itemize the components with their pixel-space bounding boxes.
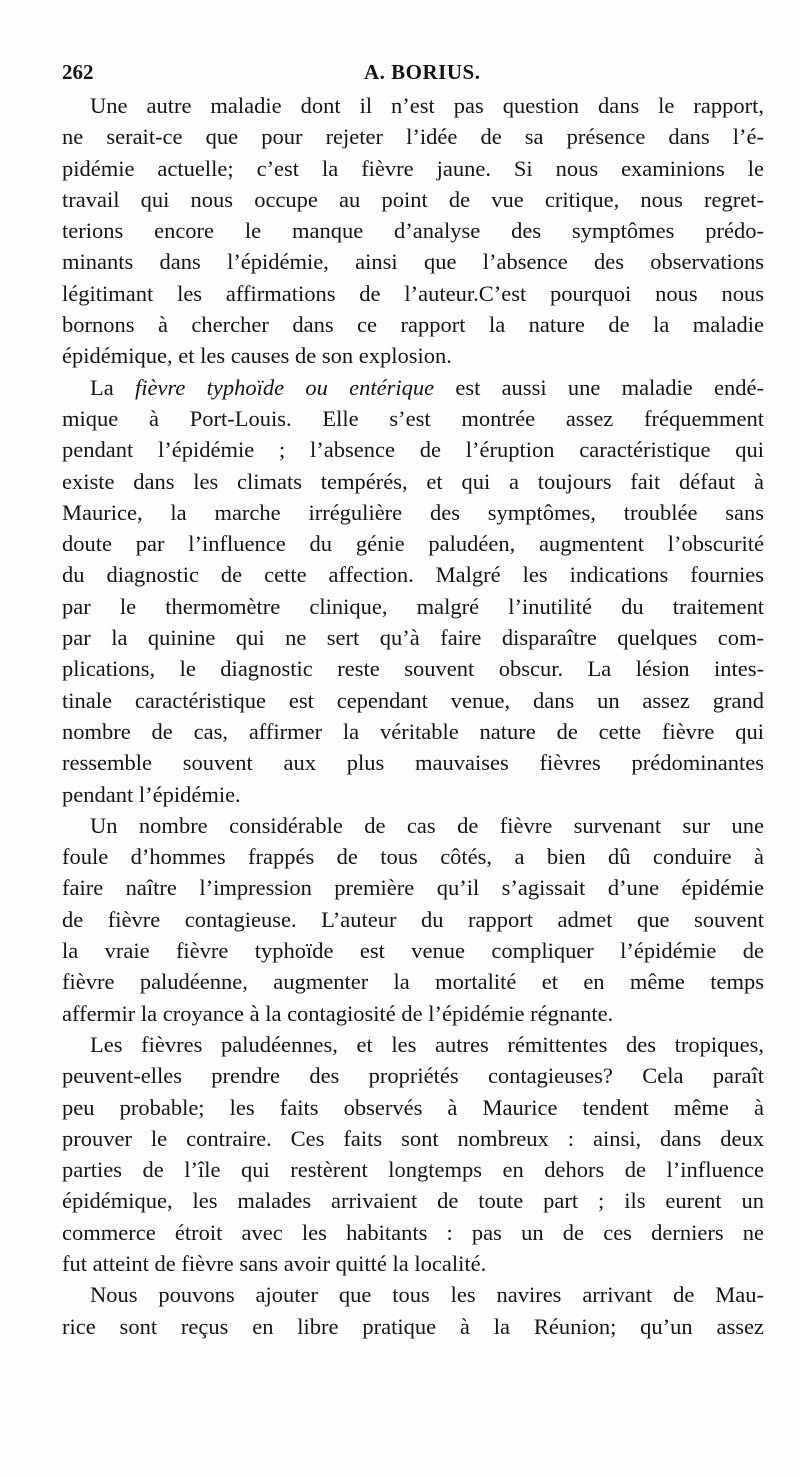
text-line: la vraie fièvre typhoïde est venue compliquer l’épidémie de — [62, 938, 764, 964]
text-line: terions encore le manque d’analyse des symptômes prédo- — [62, 218, 764, 244]
text-line: existe dans les climats tempérés, et qui a toujours fait défaut à — [62, 468, 764, 494]
text-line: doute par l’influence du génie paludéen, augmentent l’obscurité — [62, 531, 764, 557]
text-line: du diagnostic de cette affection. Malgré les indications fournies — [62, 562, 764, 588]
text-line: rice sont reçus en libre pratique à la Réunion; qu’un assez — [62, 1313, 764, 1339]
text-line: faire naître l’impression première qu’il s’agissait d’une épidémie — [62, 875, 764, 901]
text-line: ressemble souvent aux plus mauvaises fièvres prédominantes — [62, 750, 764, 776]
text-line: Les fièvres paludéennes, et les autres rémittentes des tropiques, — [90, 1031, 764, 1057]
text-line: épidémique, les malades arrivaient de toute part ; ils eurent un — [62, 1188, 764, 1214]
text-line: commerce étroit avec les habitants : pas un de ces derniers ne — [62, 1219, 764, 1245]
text-line: travail qui nous occupe au point de vue critique, nous regret- — [62, 186, 764, 212]
text-line: peu probable; les faits observés à Maurice tendent même à — [62, 1094, 764, 1120]
text-line: nombre de cas, affirmer la véritable nature de cette fièvre qui — [62, 718, 764, 744]
text-line: légitimant les affirmations de l’auteur.C’est pourquoi nous nous — [62, 280, 764, 306]
text-line: parties de l’île qui restèrent longtemps en dehors de l’influence — [62, 1157, 764, 1183]
text-line: pendant l’épidémie ; l’absence de l’éruption caractéristique qui — [62, 437, 764, 463]
running-head — [62, 52, 764, 90]
text-line — [62, 372, 764, 403]
running-title: A. BORIUS. — [364, 60, 481, 84]
text-line: prouver le contraire. Ces faits sont nombreux : ainsi, dans deux — [62, 1125, 764, 1151]
text-line: Un nombre considérable de cas de fièvre survenant sur une — [90, 812, 764, 838]
text-line: Une autre maladie dont il n’est pas question dans le rapport, — [90, 93, 764, 118]
italic-term: fièvre typhoïde ou entérique — [134, 374, 435, 400]
text-line: fièvre paludéenne, augmenter la mortalité et en même temps — [62, 969, 764, 995]
text-line: par le thermomètre clinique, malgré l’inutilité du traitement — [62, 593, 764, 619]
text-line: affermir la croyance à la contagiosité de l’épidémie régnante. — [62, 1000, 614, 1026]
text-line: fut atteint de fièvre sans avoir quitté la localité. — [62, 1250, 487, 1276]
text-line: de fièvre contagieuse. L’auteur du rapport admet que souvent — [62, 906, 764, 932]
text-line: mique à Port-Louis. Elle s’est montrée assez fréquemment — [62, 405, 764, 431]
text-line: plications, le diagnostic reste souvent obscur. La lésion intes- — [62, 656, 764, 682]
text-line: pidémie actuelle; c’est la fièvre jaune. Si nous examinions le — [62, 155, 764, 181]
text-fragment: La — [90, 374, 135, 400]
text-fragment: est aussi une maladie endé- — [434, 374, 764, 400]
text-line: ne serait-ce que pour rejeter l’idée de sa présence dans l’é- — [62, 124, 764, 150]
text-line: bornons à chercher dans ce rapport la nature de la maladie — [62, 312, 764, 338]
text-line: par la quinine qui ne sert qu’à faire disparaître quelques com- — [62, 625, 764, 651]
text-line: minants dans l’épidémie, ainsi que l’absence des observations — [62, 249, 764, 275]
text-line: foule d’hommes frappés de tous côtés, a bien dû conduire à — [62, 844, 764, 870]
text-line: Maurice, la marche irrégulière des symptômes, troublée sans — [62, 499, 764, 525]
body-text — [62, 90, 764, 1342]
text-line: peuvent-elles prendre des propriétés contagieuses? Cela paraît — [62, 1063, 764, 1089]
text-line: Nous pouvons ajouter que tous les navires arrivant de Mau- — [90, 1282, 764, 1308]
text-line: épidémique, et les causes de son explosion. — [62, 343, 452, 369]
text-line: pendant l’épidémie. — [62, 781, 241, 807]
page-number: 262 — [62, 60, 94, 84]
text-line: tinale caractéristique est cependant venue, dans un assez grand — [62, 687, 764, 713]
